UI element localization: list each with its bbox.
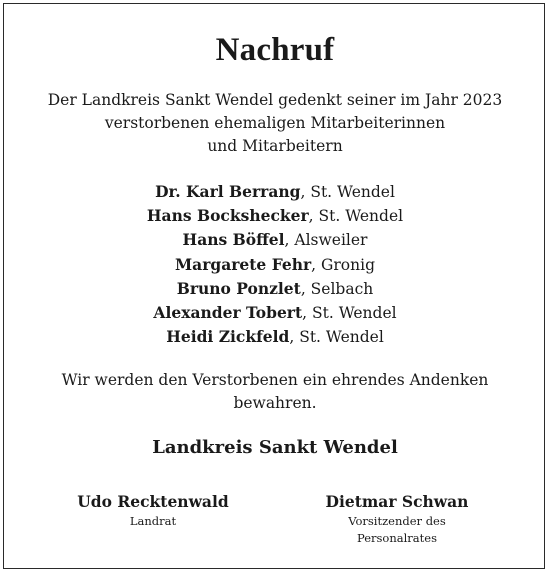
- deceased-name: Alexander Tobert: [153, 303, 303, 323]
- deceased-place: , Alsweiler: [284, 231, 368, 250]
- deceased-name: Hans Bockshecker: [146, 206, 309, 226]
- deceased-place: , St. Wendel: [289, 328, 384, 347]
- deceased-entry: [0, 228, 550, 252]
- deceased-entry: [0, 325, 550, 349]
- deceased-name: Margarete Fehr: [175, 254, 312, 274]
- intro-text: [0, 89, 550, 158]
- intro-line: und Mitarbeitern: [207, 137, 343, 155]
- deceased-entry: [0, 253, 550, 277]
- signatory-right: [287, 491, 507, 547]
- deceased-place: , St. Wendel: [300, 183, 395, 201]
- deceased-place: , Gronig: [311, 255, 375, 274]
- signatory-name: Dietmar Schwan: [325, 492, 469, 511]
- signatory-name: Udo Recktenwald: [77, 492, 229, 511]
- closing-text: [0, 369, 550, 415]
- signatory-role: Personalrates: [357, 531, 437, 545]
- deceased-entry: [0, 277, 550, 301]
- closing-line: Wir werden den Verstorbenen ein ehrendes Andenken: [61, 371, 489, 389]
- deceased-name: Dr. Karl Berrang: [155, 182, 301, 201]
- deceased-name: Hans Böffel: [182, 230, 285, 250]
- organization-name: Landkreis Sankt Wendel: [152, 437, 398, 458]
- deceased-list: [0, 180, 550, 349]
- signatory-role: Vorsitzender des: [348, 514, 446, 528]
- deceased-place: , St. Wendel: [302, 304, 397, 323]
- deceased-entry: [0, 180, 550, 204]
- deceased-place: , St. Wendel: [308, 207, 404, 226]
- obituary-title: Nachruf: [215, 32, 335, 68]
- signatory-role: Landrat: [129, 514, 177, 528]
- deceased-entry: [0, 301, 550, 325]
- closing-line: bewahren.: [233, 394, 317, 412]
- intro-line: Der Landkreis Sankt Wendel gedenkt seiner im Jahr 2023: [47, 91, 503, 109]
- deceased-name: Bruno Ponzlet: [176, 278, 301, 298]
- deceased-entry: [0, 204, 550, 228]
- intro-line: verstorbenen ehemaligen Mitarbeiterinnen: [104, 114, 446, 132]
- signatory-left: [43, 491, 263, 530]
- deceased-name: Heidi Zickfeld: [166, 327, 290, 347]
- deceased-place: , Selbach: [300, 279, 374, 298]
